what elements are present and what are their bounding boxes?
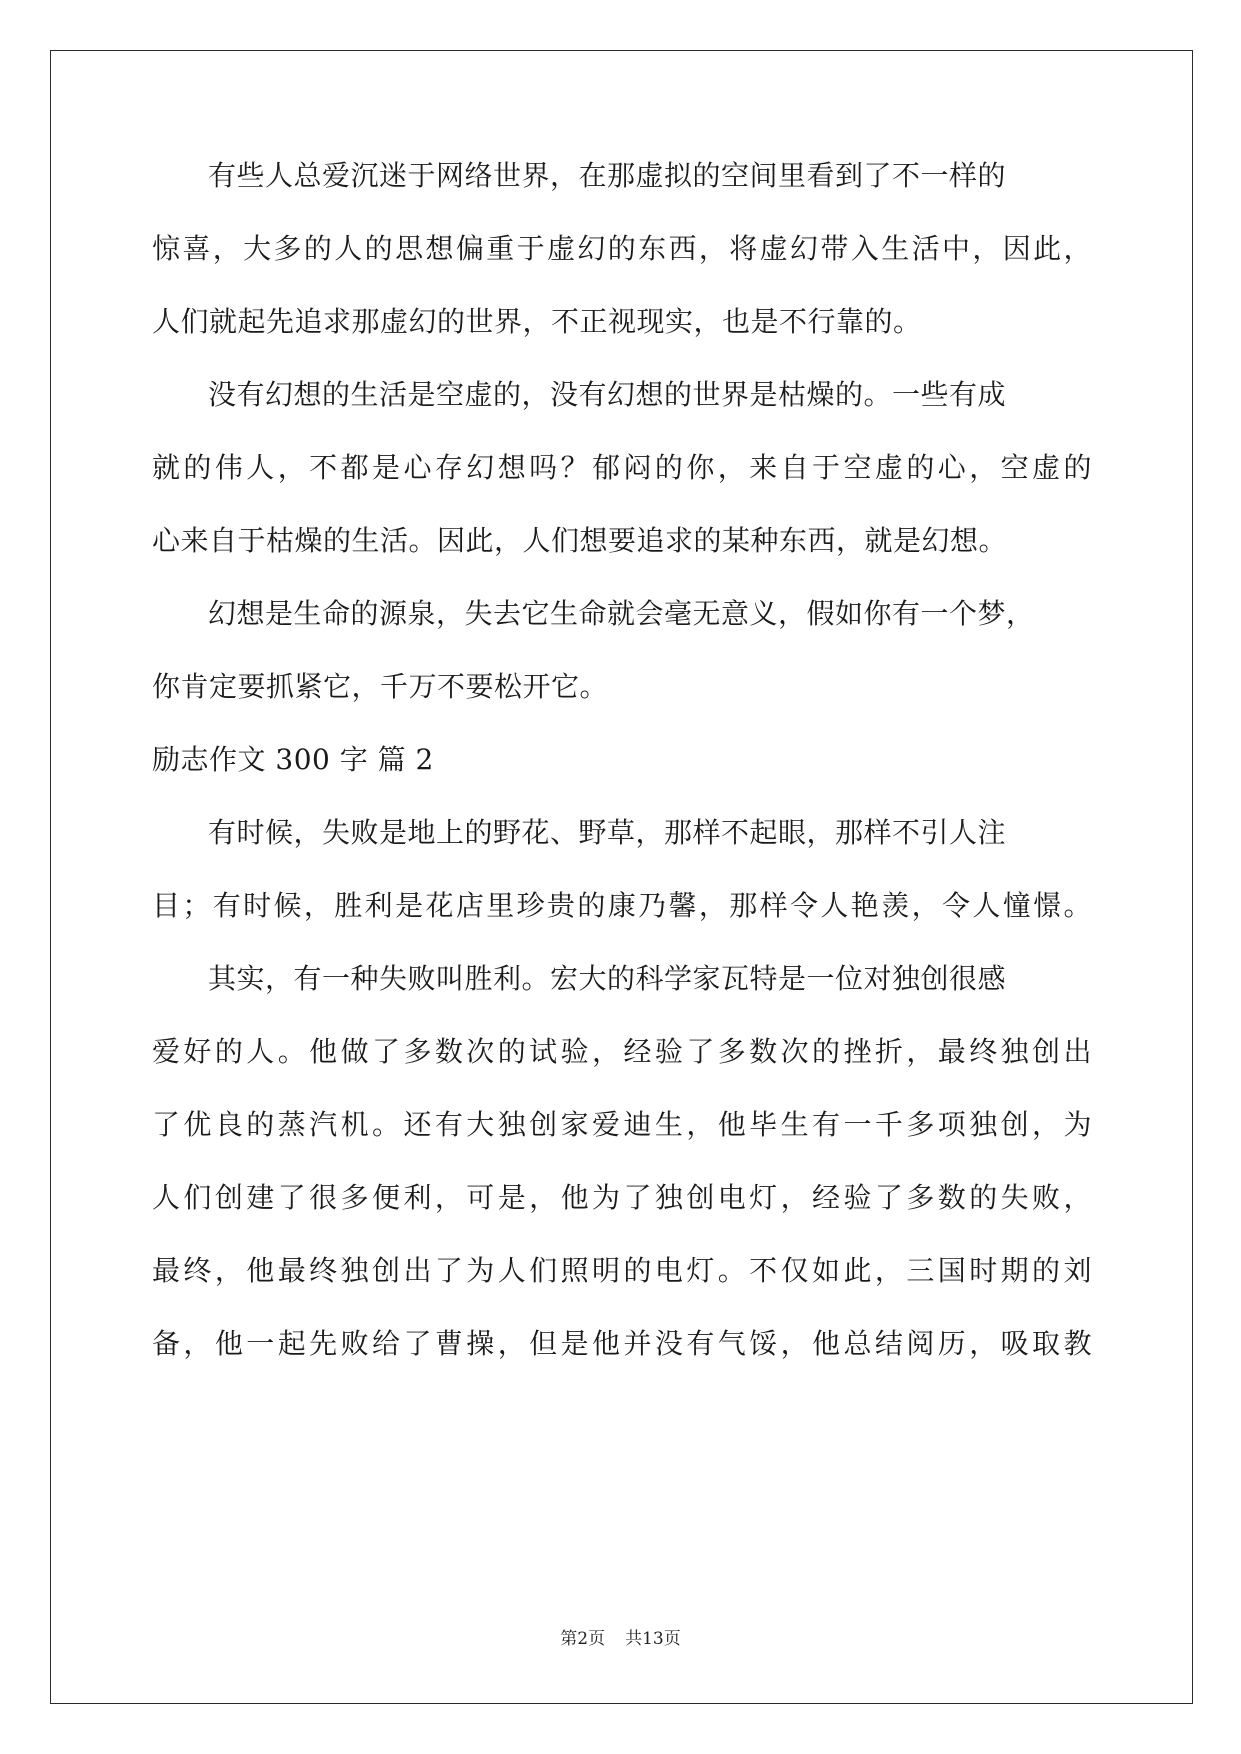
paragraph-2-line-1: 没有幻想的生活是空虚的，没有幻想的世界是枯燥的。一些有成 [208, 378, 1007, 411]
paragraph-5-line-4: 人们创建了很多便利，可是，他为了独创电灯，经验了多数的失败， [152, 1181, 1092, 1214]
paragraph-5-line-5: 最终，他最终独创出了为人们照明的电灯。不仅如此，三国时期的刘 [152, 1254, 1092, 1287]
paragraph-3-line-1: 幻想是生命的源泉，失去它生命就会毫无意义，假如你有一个梦， [208, 597, 1035, 630]
paragraph-4-line-2: 目；有时候，胜利是花店里珍贵的康乃馨，那样令人艳羡，令人憧憬。 [152, 889, 1092, 922]
page-number: 第2页 [560, 1629, 606, 1649]
paragraph-4-line-1: 有时候，失败是地上的野花、野草，那样不起眼，那样不引人注 [208, 816, 1007, 849]
paragraph-1-line-1: 有些人总爱沉迷于网络世界，在那虚拟的空间里看到了不一样的 [208, 159, 1007, 192]
page-border [50, 50, 1193, 1704]
paragraph-5-line-1: 其实，有一种失败叫胜利。宏大的科学家瓦特是一位对独创很感 [208, 962, 1007, 995]
page-footer [0, 1628, 1241, 1650]
paragraph-2-line-2: 就的伟人，不都是心存幻想吗？郁闷的你，来自于空虚的心，空虚的 [152, 451, 1092, 484]
paragraph-1-line-3: 人们就起先追求那虚幻的世界，不正视现实，也是不行靠的。 [152, 305, 922, 338]
section-heading: 励志作文 300 字 篇 2 [152, 743, 434, 776]
paragraph-3-line-2: 你肯定要抓紧它，千万不要松开它。 [152, 670, 609, 703]
paragraph-5-line-2: 爱好的人。他做了多数次的试验，经验了多数次的挫折，最终独创出 [152, 1035, 1092, 1068]
paragraph-2-line-3: 心来自于枯燥的生活。因此，人们想要追求的某种东西，就是幻想。 [152, 524, 1008, 557]
page-total: 共13页 [625, 1629, 681, 1649]
paragraph-1-line-2: 惊喜，大多的人的思想偏重于虚幻的东西，将虚幻带入生活中，因此， [152, 232, 1092, 265]
paragraph-5-line-3: 了优良的蒸汽机。还有大独创家爱迪生，他毕生有一千多项独创，为 [152, 1108, 1092, 1141]
paragraph-5-line-6: 备，他一起先败给了曹操，但是他并没有气馁，他总结阅历，吸取教 [152, 1327, 1092, 1360]
